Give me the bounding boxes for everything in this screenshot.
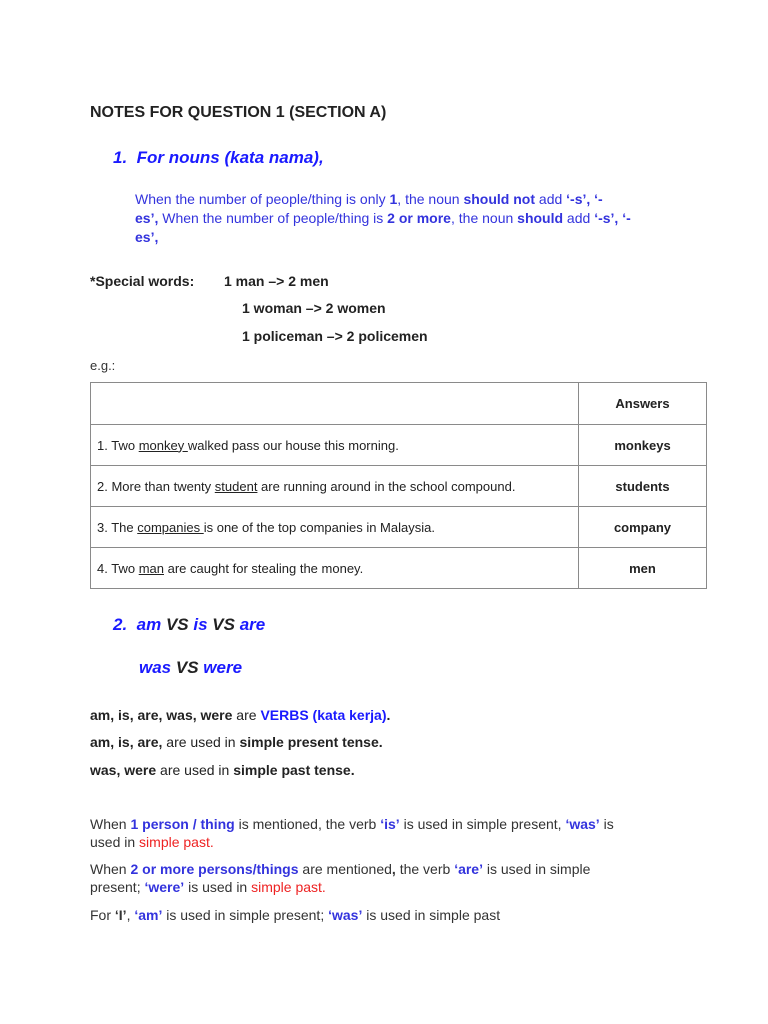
question-cell: 2. More than twenty student are running around in the school compound. bbox=[91, 466, 579, 507]
section-2-subheading: was VS were bbox=[139, 658, 243, 677]
verbs-line-1: am, is, are, was, were are VERBS (kata kerja). bbox=[90, 707, 391, 723]
question-cell: 4. Two man are caught for stealing the money. bbox=[91, 548, 579, 589]
noun-rule-line-2: es’, When the number of people/thing is 2 or more, the noun should add ‘-s’, ‘- bbox=[135, 210, 631, 226]
answer-cell: company bbox=[579, 507, 707, 548]
special-word-2: 1 woman –> 2 women bbox=[242, 300, 386, 316]
eg-label: e.g.: bbox=[90, 358, 116, 373]
rule-3-line: For ‘I’, ‘am’ is used in simple present; ‘was’ is used in simple past bbox=[90, 907, 501, 923]
rule-2-line-2: present; ‘were’ is used in simple past. bbox=[90, 879, 326, 895]
verbs-line-2: am, is, are, are used in simple present tense. bbox=[90, 734, 383, 750]
should-not-text: should not bbox=[463, 191, 536, 207]
answers-table bbox=[90, 382, 707, 589]
table-row bbox=[91, 548, 707, 589]
noun-rule-line-1: When the number of people/thing is only 1, the noun should not add ‘-s’, ‘- bbox=[135, 191, 603, 207]
table-header-blank bbox=[91, 383, 579, 425]
special-word-1: 1 man –> 2 men bbox=[224, 273, 329, 289]
table-row bbox=[91, 425, 707, 466]
verbs-line-3: was, were are used in simple past tense. bbox=[90, 762, 355, 778]
num-one: 1 bbox=[389, 191, 398, 207]
section-1-title: For nouns (kata nama), bbox=[136, 148, 324, 167]
table-row bbox=[91, 507, 707, 548]
noun-rule-line-3: es’, bbox=[135, 229, 159, 245]
answer-cell: monkeys bbox=[579, 425, 707, 466]
rule-1-line-2: used in simple past. bbox=[90, 834, 214, 850]
table-header-row bbox=[91, 383, 707, 425]
rule-1-line-1: When 1 person / thing is mentioned, the verb ‘is’ is used in simple present, ‘was’ is bbox=[90, 816, 614, 832]
answer-cell: men bbox=[579, 548, 707, 589]
section-1-heading bbox=[113, 148, 324, 168]
special-word-3: 1 policeman –> 2 policemen bbox=[242, 328, 428, 344]
page-title: NOTES FOR QUESTION 1 (SECTION A) bbox=[90, 104, 387, 121]
question-cell: 1. Two monkey walked pass our house this morning. bbox=[91, 425, 579, 466]
rule-2-line-1: When 2 or more persons/things are mentioned, the verb ‘are’ is used in simple bbox=[90, 861, 591, 877]
question-cell: 3. The companies is one of the top companies in Malaysia. bbox=[91, 507, 579, 548]
table-row bbox=[91, 466, 707, 507]
section-1-number: 1. bbox=[113, 148, 128, 167]
answer-cell: students bbox=[579, 466, 707, 507]
special-words-label: *Special words: bbox=[90, 273, 195, 289]
two-or-more-text: 2 or more bbox=[387, 210, 451, 226]
should-text: should bbox=[517, 210, 564, 226]
section-2-heading: 2. am VS is VS are bbox=[113, 615, 266, 634]
answers-header: Answers bbox=[579, 383, 707, 425]
